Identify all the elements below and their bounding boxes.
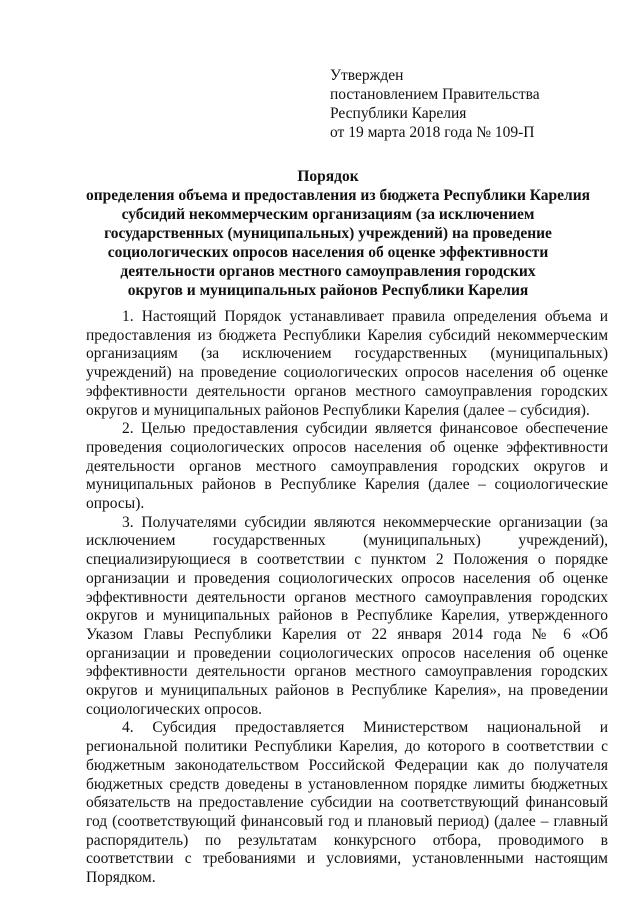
title-heading: Порядок (297, 168, 359, 185)
paragraph-3: 3. Получателями субсидии являются некоммерческие организации (за исключением государственных (муниципальных) учреждений), специализирующиеся в соответствии с пунктом 2 Положения о порядке организации и проведения социологических опросов населения об оценке эффективности деятельности органов местного самоуправления городских округов и муниципальных районов в Республике Карелия, утвержденного Указом Главы Республики Карелия от 22 января 2014 года № 6 «Об организации и проведении социологических опросов населения об оценке эффективности деятельности органов местного самоуправления городских округов и муниципальных районов в Республике Карелия», на проведении социологических опросов. (86, 513, 608, 718)
title-line: определения объема и предоставления из бюджета Республики Карелия (86, 187, 591, 204)
approval-line: постановлением Правительства (330, 86, 540, 103)
paragraph-4: 4. Субсидия предоставляется Министерством национальной и региональной политики Республики Карелия, до которого в соответствии с бюджетным законодательством Российской Федерации как до получателя бюджетных средств доведены в установленном порядке лимиты бюджетных обязательств на предоставление субсидии на соответствующий финансовый год (соответствующий финансовый год и плановый период) (далее – главный распорядитель) по результатам конкурсного отбора, проводимого в соответствии с требованиями и условиями, установленными настоящим Порядком. (86, 719, 608, 887)
approval-line: Утвержден (330, 67, 404, 84)
approval-line: от 19 марта 2018 года № 109-П (330, 124, 535, 141)
document-title (86, 167, 591, 300)
approval-stamp (330, 66, 620, 142)
paragraph-2: 2. Целью предоставления субсидии является финансовое обеспечение проведения социологических опросов населения об оценке эффективности деятельности органов местного самоуправления городских округов и муниципальных районов в Республике Карелия (далее – социологические опросы). (86, 420, 608, 513)
paragraph-1: 1. Настоящий Порядок устанавливает правила определения объема и предоставления из бюджета Республики Карелия субсидий некоммерческим организациям (за исключением государственных (муниципальных) учреждений) на проведение социологических опросов населения об оценке эффективности деятельности органов местного самоуправления городских округов и муниципальных районов Республики Карелия (далее – субсидия). (86, 308, 608, 419)
title-line: округов и муниципальных районов Республики Карелия (127, 282, 529, 299)
title-line: социологических опросов населения об оценке эффективности (107, 244, 549, 261)
title-line: государственных (муниципальных) учреждений) на проведение (104, 225, 552, 242)
title-line: субсидий некоммерческим организациям (за исключением (121, 206, 535, 223)
document-body (86, 308, 608, 888)
approval-line: Республики Карелия (330, 105, 467, 122)
title-line: деятельности органов местного самоуправления городских (120, 263, 536, 280)
